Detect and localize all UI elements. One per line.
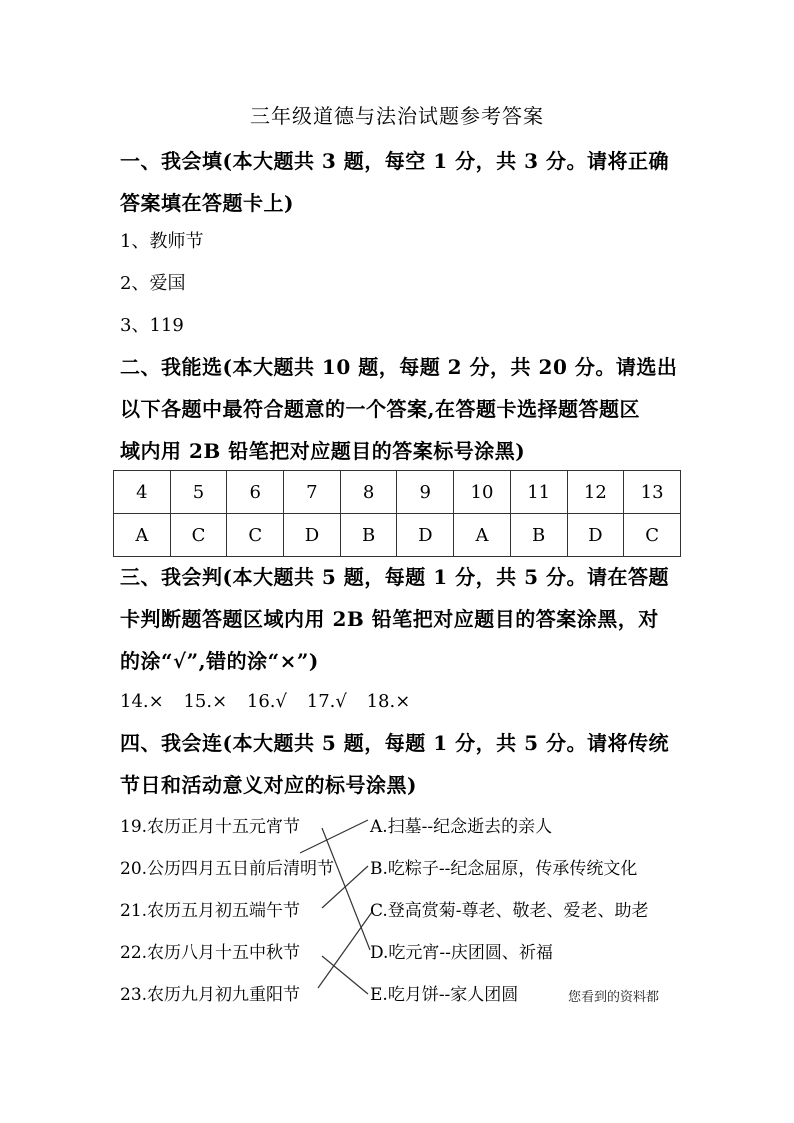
festival-item: 23.农历九月初九重阳节 [120, 985, 301, 1005]
table-cell-number: 10 [454, 471, 511, 514]
section1-answer-1: 1、教师节 [120, 231, 204, 252]
meaning-item: A.扫墓--纪念逝去的亲人 [370, 817, 553, 837]
table-cell-number: 6 [227, 471, 284, 514]
table-cell-number: 7 [284, 471, 341, 514]
table-cell-letter: B [340, 514, 397, 557]
table-cell-letter: C [624, 514, 681, 557]
table-cell-letter: D [284, 514, 341, 557]
match-line-19-D [322, 828, 370, 950]
table-cell-letter: A [114, 514, 171, 557]
table-cell-number: 13 [624, 471, 681, 514]
section1-answer-3: 3、119 [120, 315, 184, 336]
table-cell-letter: D [397, 514, 454, 557]
meaning-item: E.吃月饼--家人团圆 [370, 985, 519, 1005]
meaning-item: D.吃元宵--庆团圆、祈福 [370, 943, 553, 963]
match-line-20-A [300, 820, 368, 853]
section4-heading-line1: 四、我会连(本大题共 5 题，每题 1 分，共 5 分。请将传统 [120, 731, 669, 755]
judge-answer: 17.√ [306, 691, 347, 712]
judge-answer: 14.× [120, 691, 164, 712]
table-cell-letter: C [170, 514, 227, 557]
judge-answer: 18.× [366, 691, 411, 712]
festival-item: 20.公历四月五日前后清明节 [120, 859, 335, 879]
section1-heading-line2: 答案填在答题卡上) [120, 191, 294, 215]
table-cell-number: 9 [397, 471, 454, 514]
festival-item: 21.农历五月初五端午节 [120, 901, 301, 921]
section1-heading-line1: 一、我会填(本大题共 3 题，每空 1 分，共 3 分。请将正确 [120, 149, 669, 173]
table-cell-number: 8 [340, 471, 397, 514]
match-line-22-E [322, 956, 368, 994]
section2-heading-line3: 域内用 2B 铅笔把对应题目的答案标号涂黑) [120, 439, 526, 463]
table-cell-number: 4 [114, 471, 171, 514]
judge-answer: 15.× [183, 691, 228, 712]
match-line-21-B [322, 866, 368, 908]
section1-answer-2: 2、爱国 [120, 273, 186, 294]
table-cell-letter: C [227, 514, 284, 557]
section2-heading-line2: 以下各题中最符合题意的一个答案,在答题卡选择题答题区 [120, 397, 640, 421]
section4-heading-line2: 节日和活动意义对应的标号涂黑) [120, 773, 417, 797]
festival-item: 22.农历八月十五中秋节 [120, 943, 301, 963]
table-cell-letter: A [454, 514, 511, 557]
section3-heading-line2: 卡判断题答题区域内用 2B 铅笔把对应题目的答案涂黑，对 [120, 607, 659, 631]
table-cell-number: 5 [170, 471, 227, 514]
page-title: 三年级道德与法治试题参考答案 [250, 104, 544, 128]
table-cell-number: 11 [510, 471, 567, 514]
section2-heading-line1: 二、我能选(本大题共 10 题，每题 2 分，共 20 分。请选出 [120, 355, 678, 379]
table-cell-letter: D [567, 514, 624, 557]
meaning-item: B.吃粽子--纪念屈原，传承传统文化 [370, 859, 638, 879]
festival-item: 19.农历正月十五元宵节 [120, 817, 301, 837]
section3-heading-line1: 三、我会判(本大题共 5 题，每题 1 分，共 5 分。请在答题 [120, 565, 669, 589]
section3-heading-line3: 的涂“√”,错的涂“×”) [120, 649, 319, 673]
table-cell-letter: B [510, 514, 567, 557]
meaning-item: C.登高赏菊-尊老、敬老、爱老、助老 [370, 901, 649, 921]
table-cell-number: 12 [567, 471, 624, 514]
watermark-text: 您看到的资料都 [568, 990, 660, 1005]
match-line-23-C [318, 912, 372, 988]
judge-answer: 16.√ [246, 691, 288, 712]
